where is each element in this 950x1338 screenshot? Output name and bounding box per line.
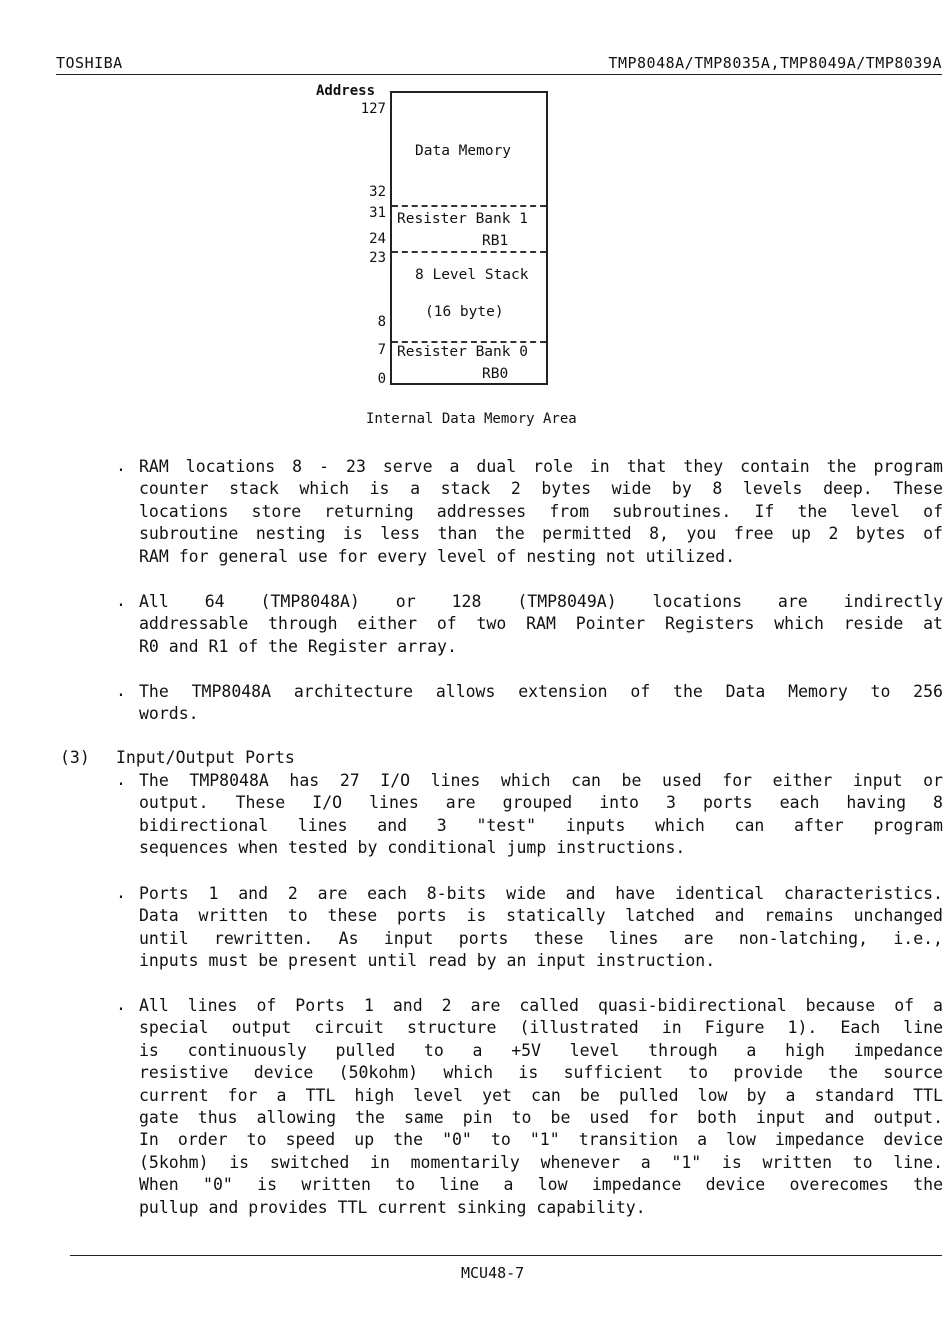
address-31: 31 <box>369 205 386 221</box>
paragraph-io-lines <box>139 770 943 860</box>
data-memory-label: Data Memory <box>415 143 512 159</box>
address-127: 127 <box>360 101 386 117</box>
bank0-label: Resister Bank 0 <box>397 344 528 360</box>
text-line: Ports 1 and 2 are each 8-bits wide and have identical characteristics. <box>139 884 943 903</box>
text-line: bidirectional lines and 3 "test" inputs which can after program <box>139 815 943 835</box>
address-0: 0 <box>377 371 386 387</box>
paragraph-ports-latched <box>139 883 943 973</box>
stack-label: 8 Level Stack <box>415 267 529 283</box>
text-line: Data written to these ports is statically latched and remains unchanged <box>139 906 943 926</box>
text-line: When "0" is written to line a low impedance device overecomes the <box>139 1175 943 1195</box>
bullet-marker: . <box>116 456 126 475</box>
text-line: RAM locations 8 - 23 serve a dual role in that they contain the program <box>139 457 943 476</box>
paragraph-quasi-bidirectional <box>139 995 943 1219</box>
section-title: Input/Output Ports <box>116 748 295 767</box>
section-number: (3) <box>60 748 90 767</box>
text-line: All 64 (TMP8048A) or 128 (TMP8049A) locations are indirectly <box>139 592 943 611</box>
address-32: 32 <box>369 184 386 200</box>
text-line: special output circuit structure (illustrated in Figure 1). Each line <box>139 1018 943 1038</box>
address-8: 8 <box>377 314 386 330</box>
text-line: until rewritten. As input ports these lines are non-latching, i.e., <box>139 928 943 948</box>
divider-8-7 <box>392 341 546 343</box>
text-line: RAM for general use for every level of nesting not utilized. <box>139 546 736 566</box>
text-line: inputs must be present until read by an input instruction. <box>139 951 716 971</box>
text-line: current for a TTL high level yet can be pulled low by a standard TTL <box>139 1085 943 1105</box>
address-24: 24 <box>369 231 386 247</box>
footer-rule <box>70 1255 942 1256</box>
address-7: 7 <box>377 342 386 358</box>
bank1-label: Resister Bank 1 <box>397 211 528 227</box>
text-line: pullup and provides TTL current sinking capability. <box>139 1197 646 1217</box>
paragraph-extension <box>139 681 943 726</box>
diagram-caption: Internal Data Memory Area <box>366 411 577 427</box>
text-line: is continuously pulled to a +5V level through a high impedance <box>139 1040 943 1060</box>
text-line: The TMP8048A has 27 I/O lines which can be used for either input or <box>139 771 943 790</box>
bank1-short-label: RB1 <box>482 233 509 249</box>
page-number: MCU48-7 <box>461 1264 525 1282</box>
bullet-marker: . <box>116 591 126 610</box>
address-23: 23 <box>369 250 386 266</box>
paragraph-indirect-addressing <box>139 591 943 658</box>
text-line: words. <box>139 704 199 724</box>
text-line: All lines of Ports 1 and 2 are called quasi-bidirectional because of a <box>139 996 943 1015</box>
stack-size-label: (16 byte) <box>425 304 504 320</box>
bullet-marker: . <box>116 681 126 700</box>
header-company: TOSHIBA <box>56 54 123 72</box>
text-line: output. These I/O lines are grouped into 3 ports each having 8 <box>139 793 943 813</box>
text-line: subroutine nesting is less than the permitted 8, you free up 2 bytes of <box>139 524 943 544</box>
divider-32-31 <box>392 205 546 207</box>
bullet-marker: . <box>116 995 126 1014</box>
text-line: R0 and R1 of the Register array. <box>139 636 457 656</box>
bullet-marker: . <box>116 770 126 789</box>
text-line: The TMP8048A architecture allows extension of the Data Memory to 256 <box>139 682 943 701</box>
text-line: (5kohm) is switched in momentarily whenever a "1" is written to line. <box>139 1152 943 1172</box>
address-title: Address <box>316 83 376 99</box>
text-line: In order to speed up the "0" to "1" transition a low impedance device <box>139 1130 943 1150</box>
bank0-short-label: RB0 <box>482 366 509 382</box>
text-line: addressable through either of two RAM Pointer Registers which reside at <box>139 614 943 634</box>
bullet-marker: . <box>116 883 126 902</box>
header-rule <box>56 74 942 75</box>
divider-24-23 <box>392 251 546 253</box>
text-line: resistive device (50kohm) which is sufficient to provide the source <box>139 1063 943 1083</box>
header-part-numbers: TMP8048A/TMP8035A,TMP8049A/TMP8039A <box>608 54 942 72</box>
text-line: sequences when tested by conditional jump instructions. <box>139 838 686 858</box>
memory-map-box <box>390 91 548 385</box>
text-line: counter stack which is a stack 2 bytes wide by 8 levels deep. These <box>139 479 943 499</box>
paragraph-ram-stack <box>139 456 943 568</box>
text-line: locations store returning addresses from subroutines. If the level of <box>139 501 943 521</box>
text-line: gate thus allowing the same pin to be used for both input and output. <box>139 1108 943 1128</box>
